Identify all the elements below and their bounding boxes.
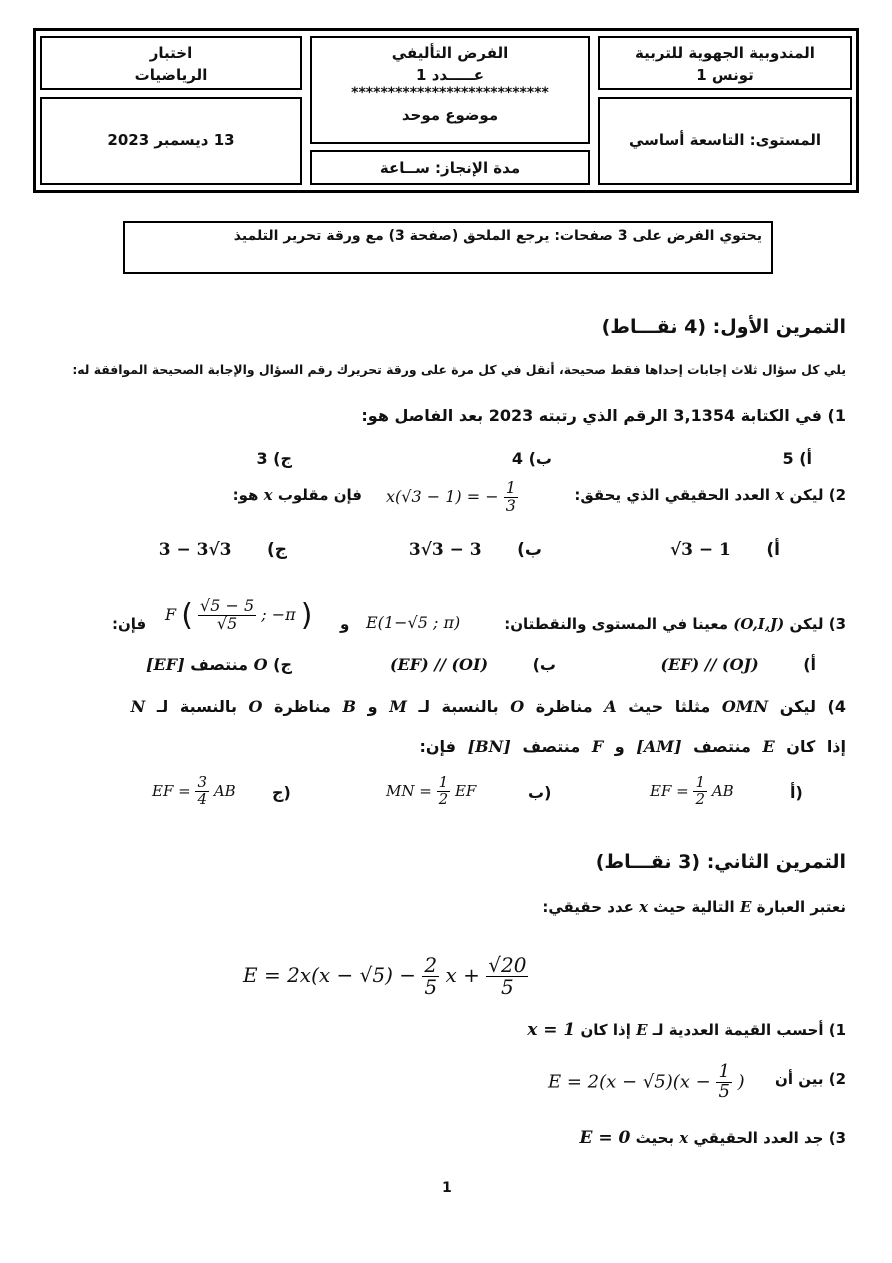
q4-l2-t5: فإن: [419,737,456,756]
ex2-intro2: التالية حيث [653,898,735,916]
stars: *************************** [351,85,549,101]
ex2-q1 [527,1020,846,1040]
ex2-q2-t1: بين أن [775,1070,824,1088]
ex2-q1-v1: E [636,1021,648,1039]
q2-eq-left: x(√3 − 1) = − [386,486,499,506]
q2-a-value: √3 − 1 [669,540,731,560]
q4-l2-v3: F [591,737,604,756]
q3-point-f [165,598,312,633]
q3-c-label: ج) [273,655,292,674]
unified-subject: موضوع موحد [401,106,499,124]
q3-frame: (O,I,J) [733,615,785,633]
ex2-q2 [775,1070,846,1088]
q1-b-value: 4 [511,449,524,468]
q4-c-fraction [195,775,209,808]
q2-eq-fraction [504,480,518,515]
q1-b-label: ب) [528,449,552,468]
q3-text2: معينا في المستوى والنقطتان: [504,615,729,633]
q4-b-post: EF [454,781,477,800]
ex2-q1-number: 1) [828,1021,846,1039]
q2-equation [386,480,518,515]
q1-before: في الكتابة [740,406,822,425]
q4-l2-t4: منتصف [522,737,581,756]
q3-line [504,615,846,633]
q3-then: فإن: [112,615,147,633]
page-number: 1 [442,1180,452,1196]
q4-l1-v2: A [604,697,617,716]
q4-l1-v4: M [389,697,407,716]
ex2-q2-fnum: 1 [718,1061,730,1082]
subject-label: اختبار [149,44,193,62]
ex2-q2-number: 2) [828,1070,846,1088]
q4-l2-v4: [BN] [467,737,511,756]
q2-line [574,486,846,504]
ex2-q2-fden: 5 [718,1080,730,1102]
q1-c-value: 3 [256,449,268,468]
q2-number: 2) [828,486,846,504]
q1-number: 1) [827,406,846,425]
q4-a-num: 1 [695,773,706,791]
ex2-q3-v1: x [679,1129,689,1147]
ex2-q2-formula [548,1063,745,1102]
q3-c-seg: [EF] [145,655,185,674]
q3-number: 3) [828,615,846,633]
duration-cell [310,150,590,185]
q3-b-value: (EF) // (OI) [389,655,489,674]
subject-cell [40,36,302,90]
q4-l1-v7: N [130,697,146,716]
q4-l1-t6: مناظرة [274,697,331,716]
q3-a-value: (EF) // (OJ) [660,655,759,674]
q3-f-second: ; −π [261,605,296,624]
q4-line1 [131,697,846,716]
ex2-q3-number: 3) [828,1129,846,1147]
q4-a-fraction [693,775,707,808]
q4-l1-v3: O [510,697,525,716]
q4-option-b [386,775,476,808]
q4-c-pre: EF = [152,781,191,800]
q4-l2-t1: إذا كان [786,737,846,756]
q1-option-c [256,449,292,468]
ex2-q1-cond: x = 1 [527,1020,576,1040]
q2-text1: ليكن [789,486,824,504]
q4-b-num: 1 [438,773,449,791]
ex2-f2-num: √20 [488,953,527,977]
q3-f-den: √5 [216,614,238,633]
q2-text4: هو: [232,486,259,504]
q4-b-fraction [437,775,451,808]
q2-var: x [775,486,785,504]
exam-type: الفرض التأليفي [391,44,509,62]
ex2-expr-pre: E = 2x(x − √5) − [243,963,417,987]
ex2-f1-num: 2 [424,953,438,977]
q3-f-open-paren: ( [181,598,193,633]
ex2-expr-frac2 [486,955,528,998]
ex2-q1-t1: أحسب القيمة العددية لـ [652,1021,824,1039]
q3-a-label: أ) [803,655,816,674]
q2-var2: x [263,486,273,504]
q3-e-coords: E(1−√5 ; π) [366,613,461,632]
date-cell [40,97,302,185]
q4-l1-t2: مثلثا حيث [628,697,711,716]
ex2-intro-var: E [739,898,752,916]
q2-a-label: أ) [766,540,780,560]
q4-a-pre: EF = [650,781,689,800]
q4-b-label: ب) [528,783,552,802]
q4-b-pre: MN = [386,781,432,800]
ex2-f1-den: 5 [424,975,438,999]
q2-eq-den: 3 [505,495,516,515]
q4-l2-v1: E [762,737,775,756]
q4-c-label: ج) [272,783,291,802]
q1-option-a [782,449,812,468]
ex2-expr-frac1 [422,955,439,998]
directorate: المندوبية الجهوية للتربية [635,44,815,62]
ex1-instructions: يلي كل سؤال ثلاث إجابات إحداها فقط صحيحة، أنقل في كل مرة على ورقة تحريرك رقم السؤال والإجابة الصحيحة الموافقة له: [72,362,846,377]
q4-l1-t3: مناظرة [535,697,593,716]
level: المستوى: التاسعة أساسي [628,131,822,149]
q4-l2-t2: منتصف [693,737,751,756]
q1-line [361,406,846,425]
q4-a-den: 2 [695,789,706,808]
q4-line2 [419,737,846,756]
ex1-title: التمرين الأول: (4 نقـــاط) [601,316,846,338]
q3-point-e [366,613,460,632]
ex2-q2-fraction [716,1063,731,1102]
q3-f-label: F [165,605,177,624]
q4-l2-v2: [AM] [636,737,682,756]
q4-l1-t5: و [367,697,378,716]
q4-number: 4) [827,697,846,716]
ex2-title: التمرين الثاني: (3 نقـــاط) [595,851,846,873]
q1-a-label: أ) [799,449,812,468]
note-text: يحتوي الفرض على 3 صفحات: يرجع الملحق (صفحة 3) مع ورقة تحرير التلميذ [233,228,762,244]
q2-b-value: 3√3 − 3 [408,540,482,560]
ex2-q2-pre: E = 2(x − √5)(x − [548,1071,711,1093]
exam-date: 13 ديسمبر 2023 [107,131,235,149]
q2-option-b [409,540,542,560]
ex2-q1-t2: إذا كان [580,1021,631,1039]
duration: مدة الإنجاز: ســاعة [379,159,521,177]
q4-c-den: 4 [197,789,208,808]
q3-c-pre: O [253,655,268,674]
q1-after: الرقم الذي رتبته 2023 بعد الفاصل هو: [361,406,668,425]
level-cell [598,97,852,185]
q4-l1-t1: ليكن [779,697,816,716]
ex2-f2-den: 5 [500,975,514,999]
q3-f-num: √5 − 5 [200,596,255,616]
ex2-expression [243,955,528,998]
q4-l2-t3: و [614,737,625,756]
q4-l1-v5: B [342,697,357,716]
q1-option-b [512,449,552,468]
q3-and: و [340,615,350,633]
q3-option-b [390,655,556,674]
ex2-q3-cond: E = 0 [579,1128,631,1148]
q4-l1-t4: بالنسبة لـ [418,697,499,716]
q2-option-a [670,540,780,560]
ex2-q3-t1: جد العدد الحقيقي [693,1129,824,1147]
ex2-intro [542,898,846,916]
q4-a-post: AB [711,781,734,800]
q4-c-post: AB [213,781,236,800]
q2-tail [233,486,362,504]
q2-text2: العدد الحقيقي الذي يحقق: [574,486,771,504]
ex2-q3-t2: بحيث [635,1129,675,1147]
q4-c-num: 3 [197,773,208,791]
q4-l1-v1: OMN [721,697,769,716]
q2-option-c [159,540,287,560]
q3-c-text: منتصف [190,655,249,674]
q2-b-label: ب) [517,540,542,560]
ex2-intro1: نعتبر العبارة [756,898,846,916]
exam-type-cell [310,36,590,144]
ex2-intro-x: x [639,898,649,916]
q4-option-a [650,775,734,808]
q2-text3: فإن مقلوب [277,486,362,504]
q4-l1-v6: O [248,697,263,716]
q4-l1-t7: بالنسبة لـ [156,697,237,716]
q3-b-label: ب) [532,655,556,674]
q3-option-a [660,655,816,674]
q3-text1: ليكن [789,615,824,633]
q1-decimal: 3,1354 [673,406,736,425]
q1-c-label: ج) [273,449,292,468]
exam-number: عـــــدد 1 [416,66,484,84]
ex2-expr-mid: x + [445,963,480,987]
directorate-cell [598,36,852,90]
ex2-intro3: عدد حقيقي: [542,898,634,916]
q2-c-value: 3 − 3√3 [158,540,232,560]
ex2-q3 [579,1128,846,1148]
q2-c-label: ج) [266,540,287,560]
q1-a-value: 5 [782,449,794,468]
subject: الرياضيات [134,66,208,84]
q3-f-close-paren: ) [300,598,313,633]
q4-b-den: 2 [438,789,449,808]
region: تونس 1 [696,66,754,84]
q2-eq-num: 1 [505,478,516,497]
q3-f-fraction [198,598,256,633]
q4-option-c [152,775,236,808]
ex2-q2-post: ) [737,1071,745,1093]
q4-a-label: أ) [790,783,803,802]
q3-option-c [146,655,292,674]
